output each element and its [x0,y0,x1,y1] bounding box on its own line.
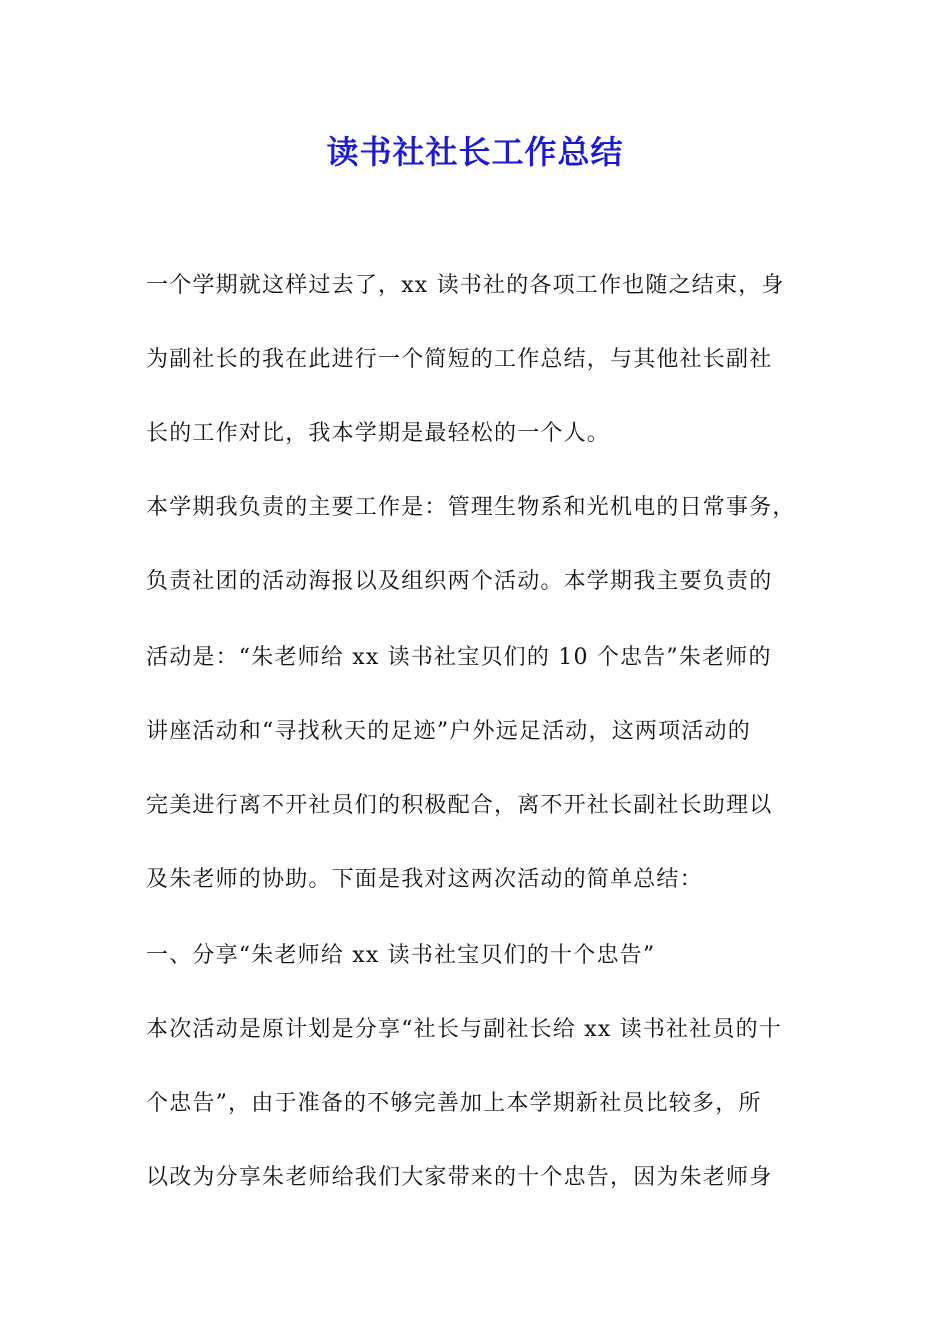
section-heading: 一、分享“朱老师给 xx 读书社宝贝们的十个忠告” [146,943,656,968]
body-line: 负责社团的活动海报以及组织两个活动。本学期我主要负责的 [146,569,773,594]
body-line: 讲座活动和“寻找秋天的足迹”户外远足活动，这两项活动的 [146,719,751,744]
body-line: 本学期我负责的主要工作是：管理生物系和光机电的日常事务， [146,495,796,520]
body-line: 一个学期就这样过去了，xx 读书社的各项工作也随之结束，身 [146,273,785,298]
body-line: 长的工作对比，我本学期是最轻松的一个人。 [146,421,611,446]
body-line: 完美进行离不开社员们的积极配合，离不开社长副社长助理以 [146,793,773,818]
body-line: 本次活动是原计划是分享“社长与副社长给 xx 读书社社员的十 [146,1017,783,1042]
body-line: 个忠告”，由于准备的不够完善加上本学期新社员比较多，所 [146,1091,762,1116]
body-line: 及朱老师的协助。下面是我对这两次活动的简单总结： [146,867,703,892]
document-title: 读书社社长工作总结 [326,133,624,171]
body-line: 为副社长的我在此进行一个简短的工作总结，与其他社长副社 [146,347,773,372]
body-line: 以改为分享朱老师给我们大家带来的十个忠告，因为朱老师身 [146,1165,773,1190]
body-line: 活动是：“朱老师给 xx 读书社宝贝们的 10 个忠告”朱老师的 [146,645,772,670]
